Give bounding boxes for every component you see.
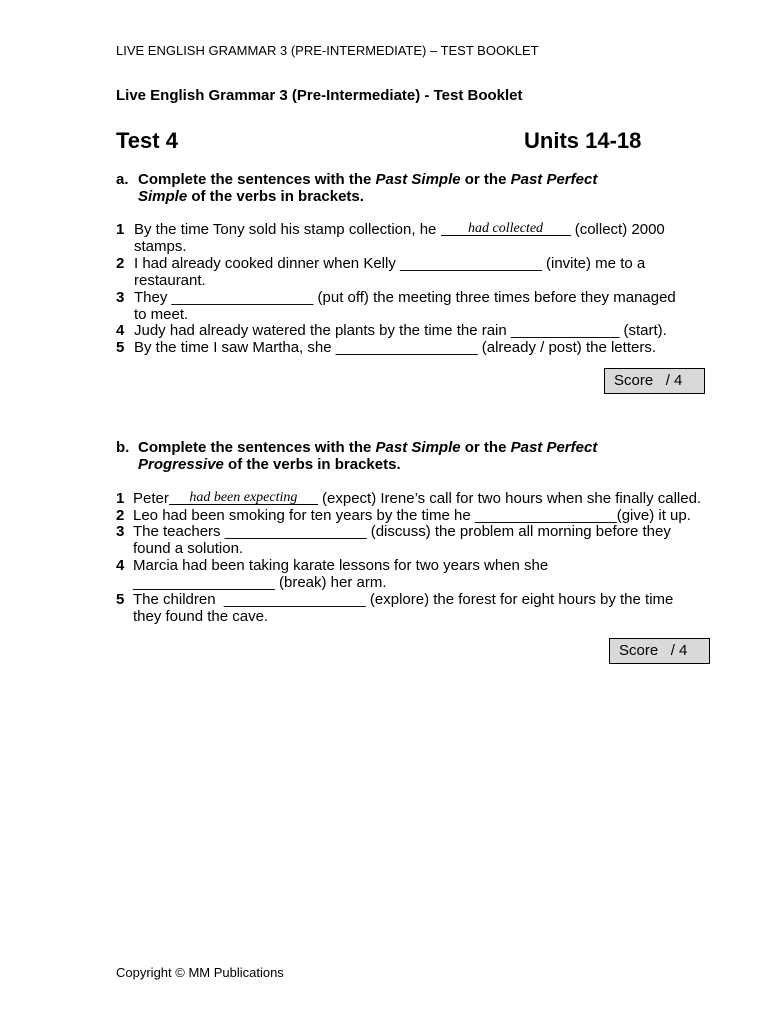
item-text: (invite) me to a bbox=[541, 255, 646, 272]
item-text: (already / post) the letters. bbox=[477, 339, 656, 356]
item-text: (expect) Irene’s call for two hours when she finally called. bbox=[317, 490, 702, 507]
exercise-item bbox=[116, 221, 665, 255]
item-number: 2 bbox=[116, 507, 125, 524]
running-header: LIVE ENGLISH GRAMMAR 3 (PRE-INTERMEDIATE) – TEST BOOKLET bbox=[116, 43, 539, 58]
section-a-instructions bbox=[116, 171, 597, 205]
item-number: 2 bbox=[116, 255, 125, 272]
item-text: By the time Tony sold his stamp collection, he bbox=[134, 221, 441, 238]
answer-blank[interactable]: _________________ bbox=[474, 507, 617, 524]
copyright-footer: Copyright © MM Publications bbox=[116, 965, 284, 980]
instruction-text: or the bbox=[460, 171, 511, 188]
tense-name: Past Perfect bbox=[510, 439, 598, 456]
exercise-item bbox=[116, 591, 673, 625]
answer-field[interactable]: had been expecting bbox=[169, 490, 318, 505]
exercise-item bbox=[116, 289, 676, 323]
item-text: They bbox=[134, 289, 172, 306]
section-b-instructions bbox=[116, 439, 597, 473]
item-number: 4 bbox=[116, 322, 125, 339]
item-text: to meet. bbox=[134, 306, 189, 323]
item-text: Judy had already watered the plants by the time the rain bbox=[134, 322, 511, 339]
score-box-b[interactable] bbox=[609, 638, 710, 664]
answer-blank[interactable]: _________________ bbox=[223, 591, 366, 608]
units-range: Units 14-18 bbox=[524, 128, 642, 153]
score-label: Score bbox=[614, 372, 654, 389]
tense-name: Progressive bbox=[138, 456, 224, 473]
answer-blank[interactable]: _____________ bbox=[510, 322, 620, 339]
item-number: 1 bbox=[116, 221, 125, 238]
instruction-text: or the bbox=[460, 439, 511, 456]
exercise-item bbox=[116, 557, 548, 591]
item-text: The children bbox=[133, 591, 224, 608]
answer-blank[interactable]: _________________ bbox=[171, 289, 314, 306]
section-letter: b. bbox=[116, 439, 130, 456]
item-text: (start). bbox=[619, 322, 667, 339]
exercise-item bbox=[116, 523, 671, 557]
instruction-text: Complete the sentences with the bbox=[138, 439, 376, 456]
item-number: 1 bbox=[116, 490, 125, 507]
instruction-text: of the verbs in brackets. bbox=[223, 456, 401, 473]
item-text: Peter bbox=[133, 490, 169, 507]
item-text: Marcia had been taking karate lessons for two years when she bbox=[133, 557, 549, 574]
item-text: By the time I saw Martha, she bbox=[134, 339, 336, 356]
section-letter: a. bbox=[116, 171, 129, 188]
answer-blank[interactable]: _________________ bbox=[335, 339, 478, 356]
item-text: restaurant. bbox=[134, 272, 206, 289]
answer-field[interactable]: had collected bbox=[441, 221, 571, 236]
item-number: 3 bbox=[116, 523, 125, 540]
item-text: Leo had been smoking for ten years by the time he bbox=[133, 507, 475, 524]
tense-name: Past Simple bbox=[375, 439, 461, 456]
item-text: (collect) 2000 bbox=[570, 221, 665, 238]
exercise-item bbox=[116, 339, 656, 356]
exercise-item bbox=[116, 490, 701, 507]
instruction-text: Complete the sentences with the bbox=[138, 171, 376, 188]
document-title: Live English Grammar 3 (Pre-Intermediate) - Test Booklet bbox=[116, 87, 523, 104]
item-text: (put off) the meeting three times before they managed bbox=[313, 289, 676, 306]
item-text: (discuss) the problem all morning before they bbox=[366, 523, 671, 540]
tense-name: Simple bbox=[138, 188, 188, 205]
item-text: they found the cave. bbox=[133, 608, 269, 625]
score-box-a[interactable] bbox=[604, 368, 705, 394]
instruction-text: of the verbs in brackets. bbox=[187, 188, 364, 205]
test-number: Test 4 bbox=[116, 128, 178, 153]
exercise-item bbox=[116, 255, 645, 289]
item-text: (explore) the forest for eight hours by the time bbox=[365, 591, 674, 608]
answer-blank[interactable]: _________________ bbox=[224, 523, 367, 540]
item-number: 5 bbox=[116, 339, 125, 356]
item-text: (give) it up. bbox=[616, 507, 691, 524]
item-text: found a solution. bbox=[133, 540, 244, 557]
score-total: / 4 bbox=[670, 642, 688, 659]
tense-name: Past Simple bbox=[375, 171, 461, 188]
item-text: I had already cooked dinner when Kelly bbox=[134, 255, 401, 272]
item-number: 3 bbox=[116, 289, 125, 306]
score-total: / 4 bbox=[665, 372, 683, 389]
item-text: (break) her arm. bbox=[274, 574, 387, 591]
exercise-item bbox=[116, 322, 667, 339]
exercise-item bbox=[116, 507, 691, 524]
item-number: 4 bbox=[116, 557, 125, 574]
answer-blank[interactable]: _________________ bbox=[400, 255, 542, 272]
answer-blank[interactable]: _________________ bbox=[133, 574, 275, 591]
tense-name: Past Perfect bbox=[510, 171, 598, 188]
item-number: 5 bbox=[116, 591, 125, 608]
item-text: stamps. bbox=[134, 238, 187, 255]
score-label: Score bbox=[619, 642, 659, 659]
item-text: The teachers bbox=[133, 523, 225, 540]
